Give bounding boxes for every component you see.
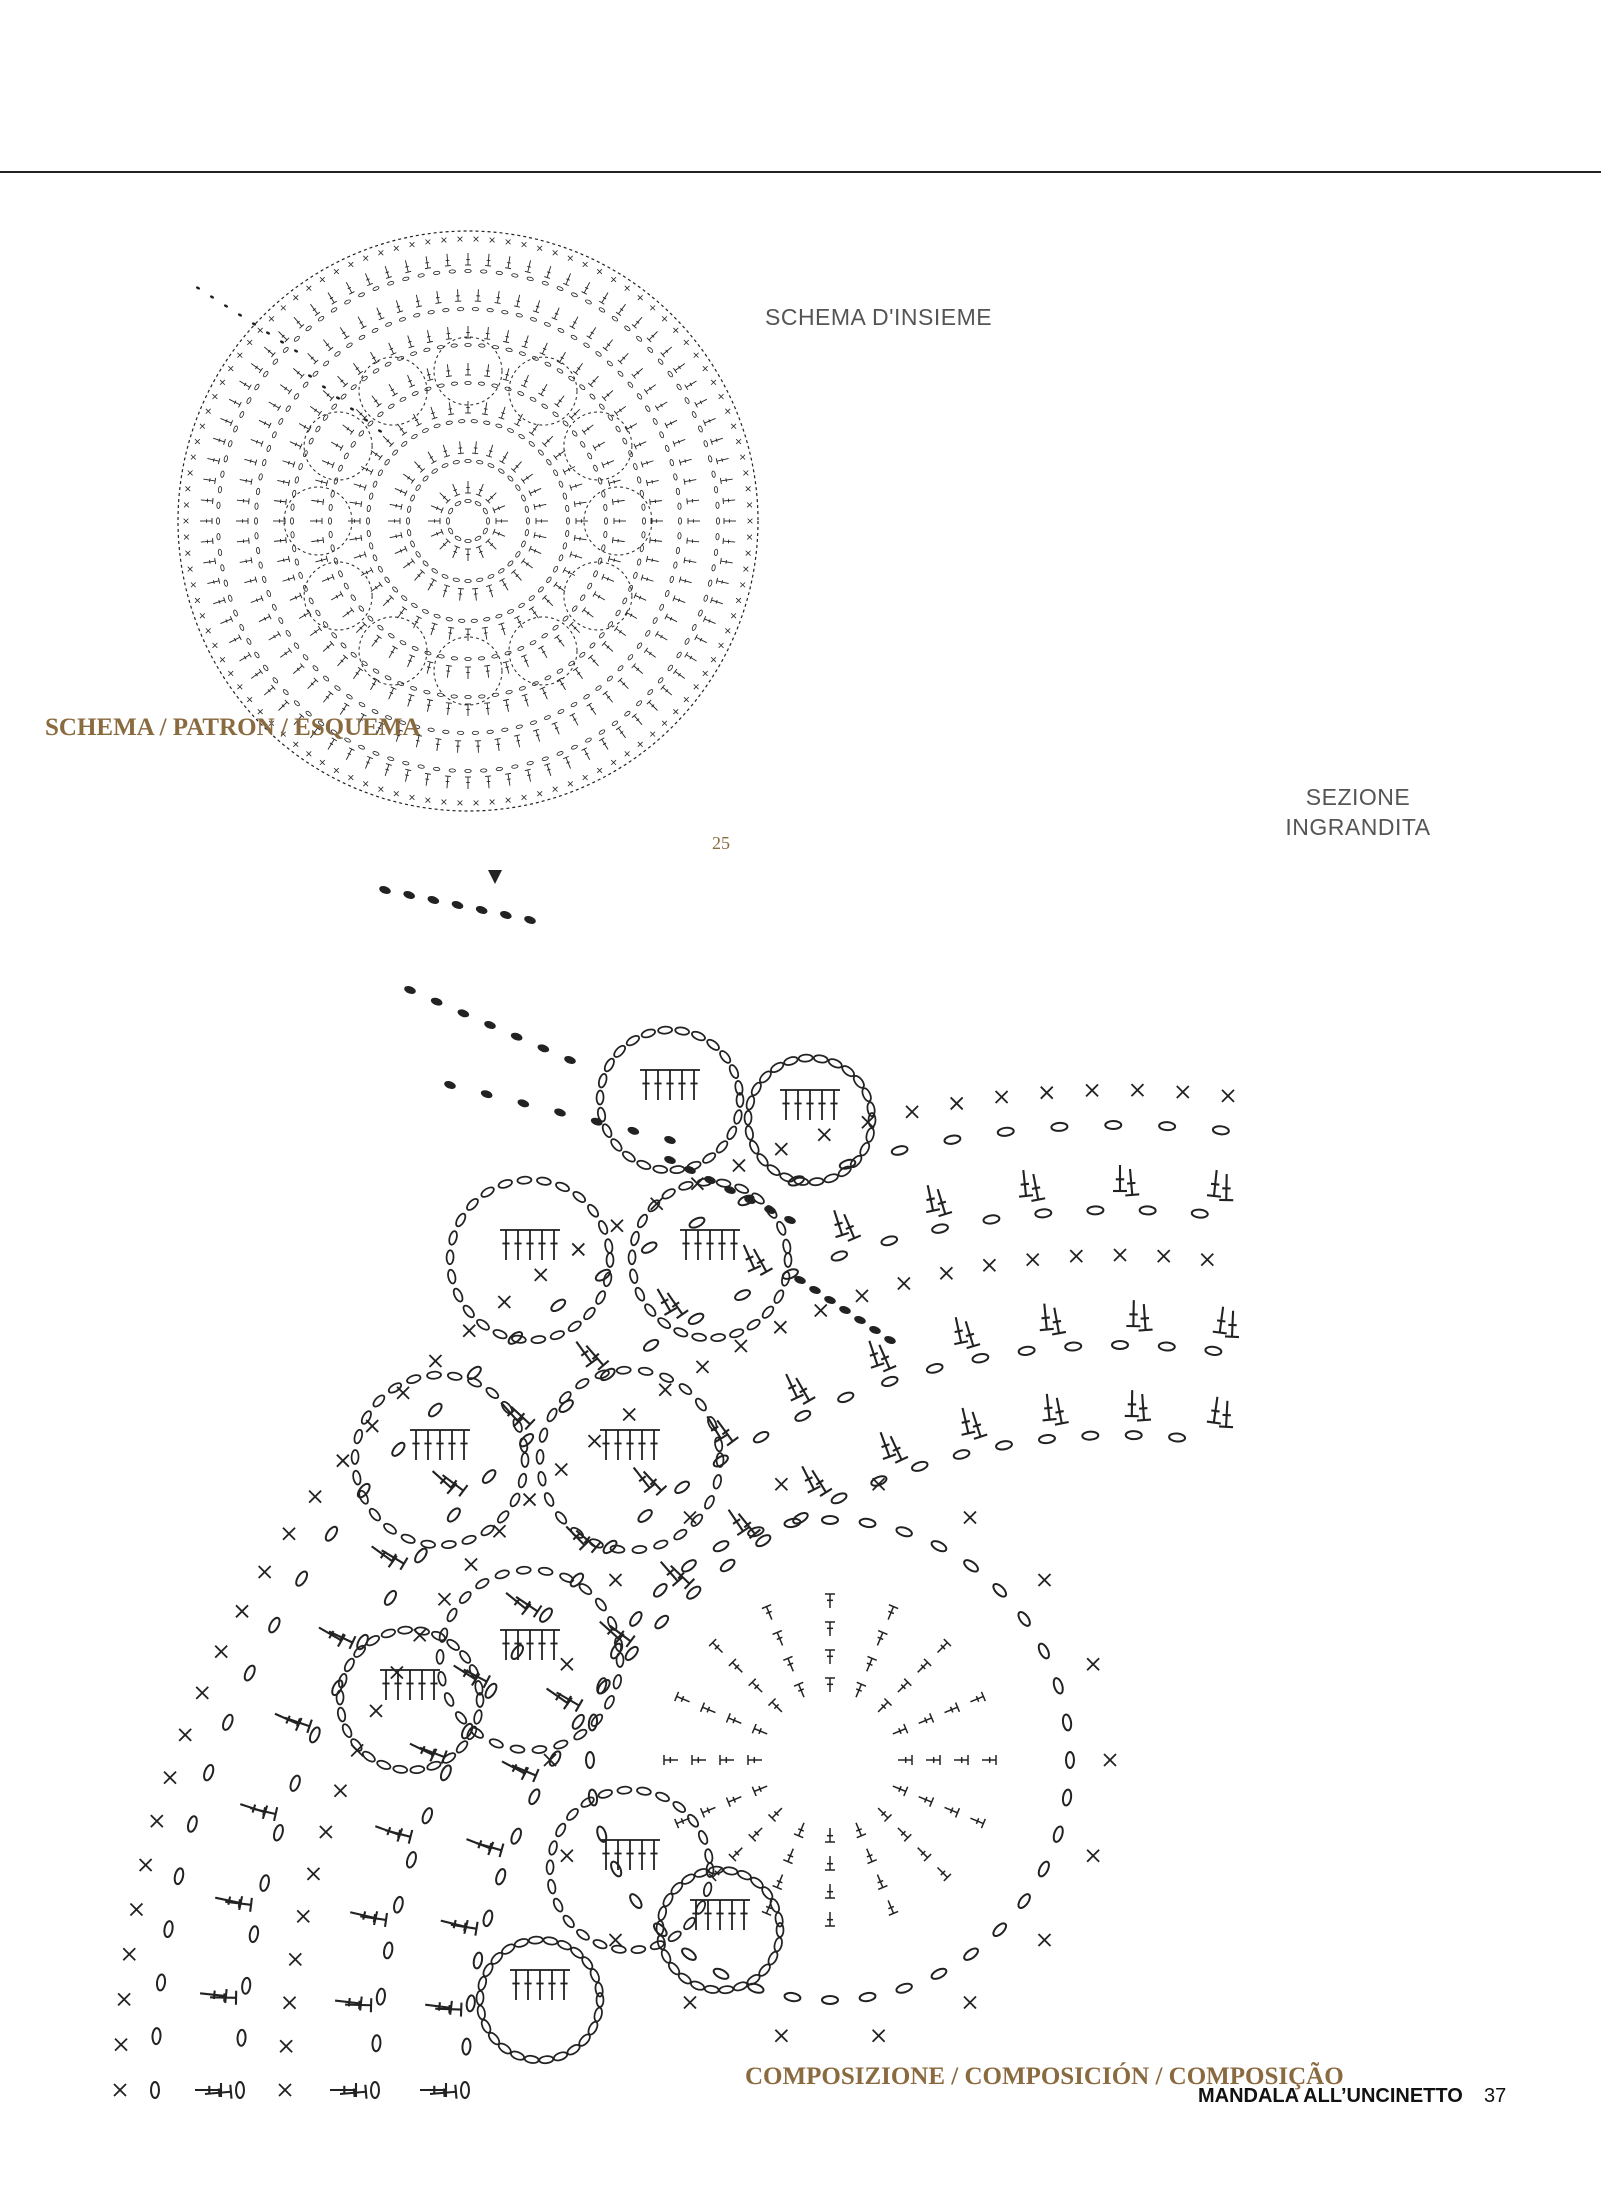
footer-page-number: 37 xyxy=(1484,2085,1507,2107)
footer-magazine-title: MANDALA ALL’UNCINETTO xyxy=(1198,2085,1463,2107)
section-label-line2: INGRANDITA xyxy=(1285,814,1431,840)
section-label-line1: SEZIONE xyxy=(1305,784,1411,810)
round-number: 25 xyxy=(712,833,730,853)
enlarged-section-crochet-chart xyxy=(110,700,1430,2120)
composition-title: COMPOSIZIONE / COMPOSICIÓN / COMPOSIÇÃO xyxy=(745,2063,1344,2090)
schema-title: SCHEMA / PATRON / ESQUEMA xyxy=(45,714,421,741)
section-stitches xyxy=(114,870,1239,2099)
overview-label: SCHEMA D'INSIEME xyxy=(765,304,993,330)
section-label xyxy=(1268,782,1448,842)
top-rule xyxy=(0,171,1601,173)
